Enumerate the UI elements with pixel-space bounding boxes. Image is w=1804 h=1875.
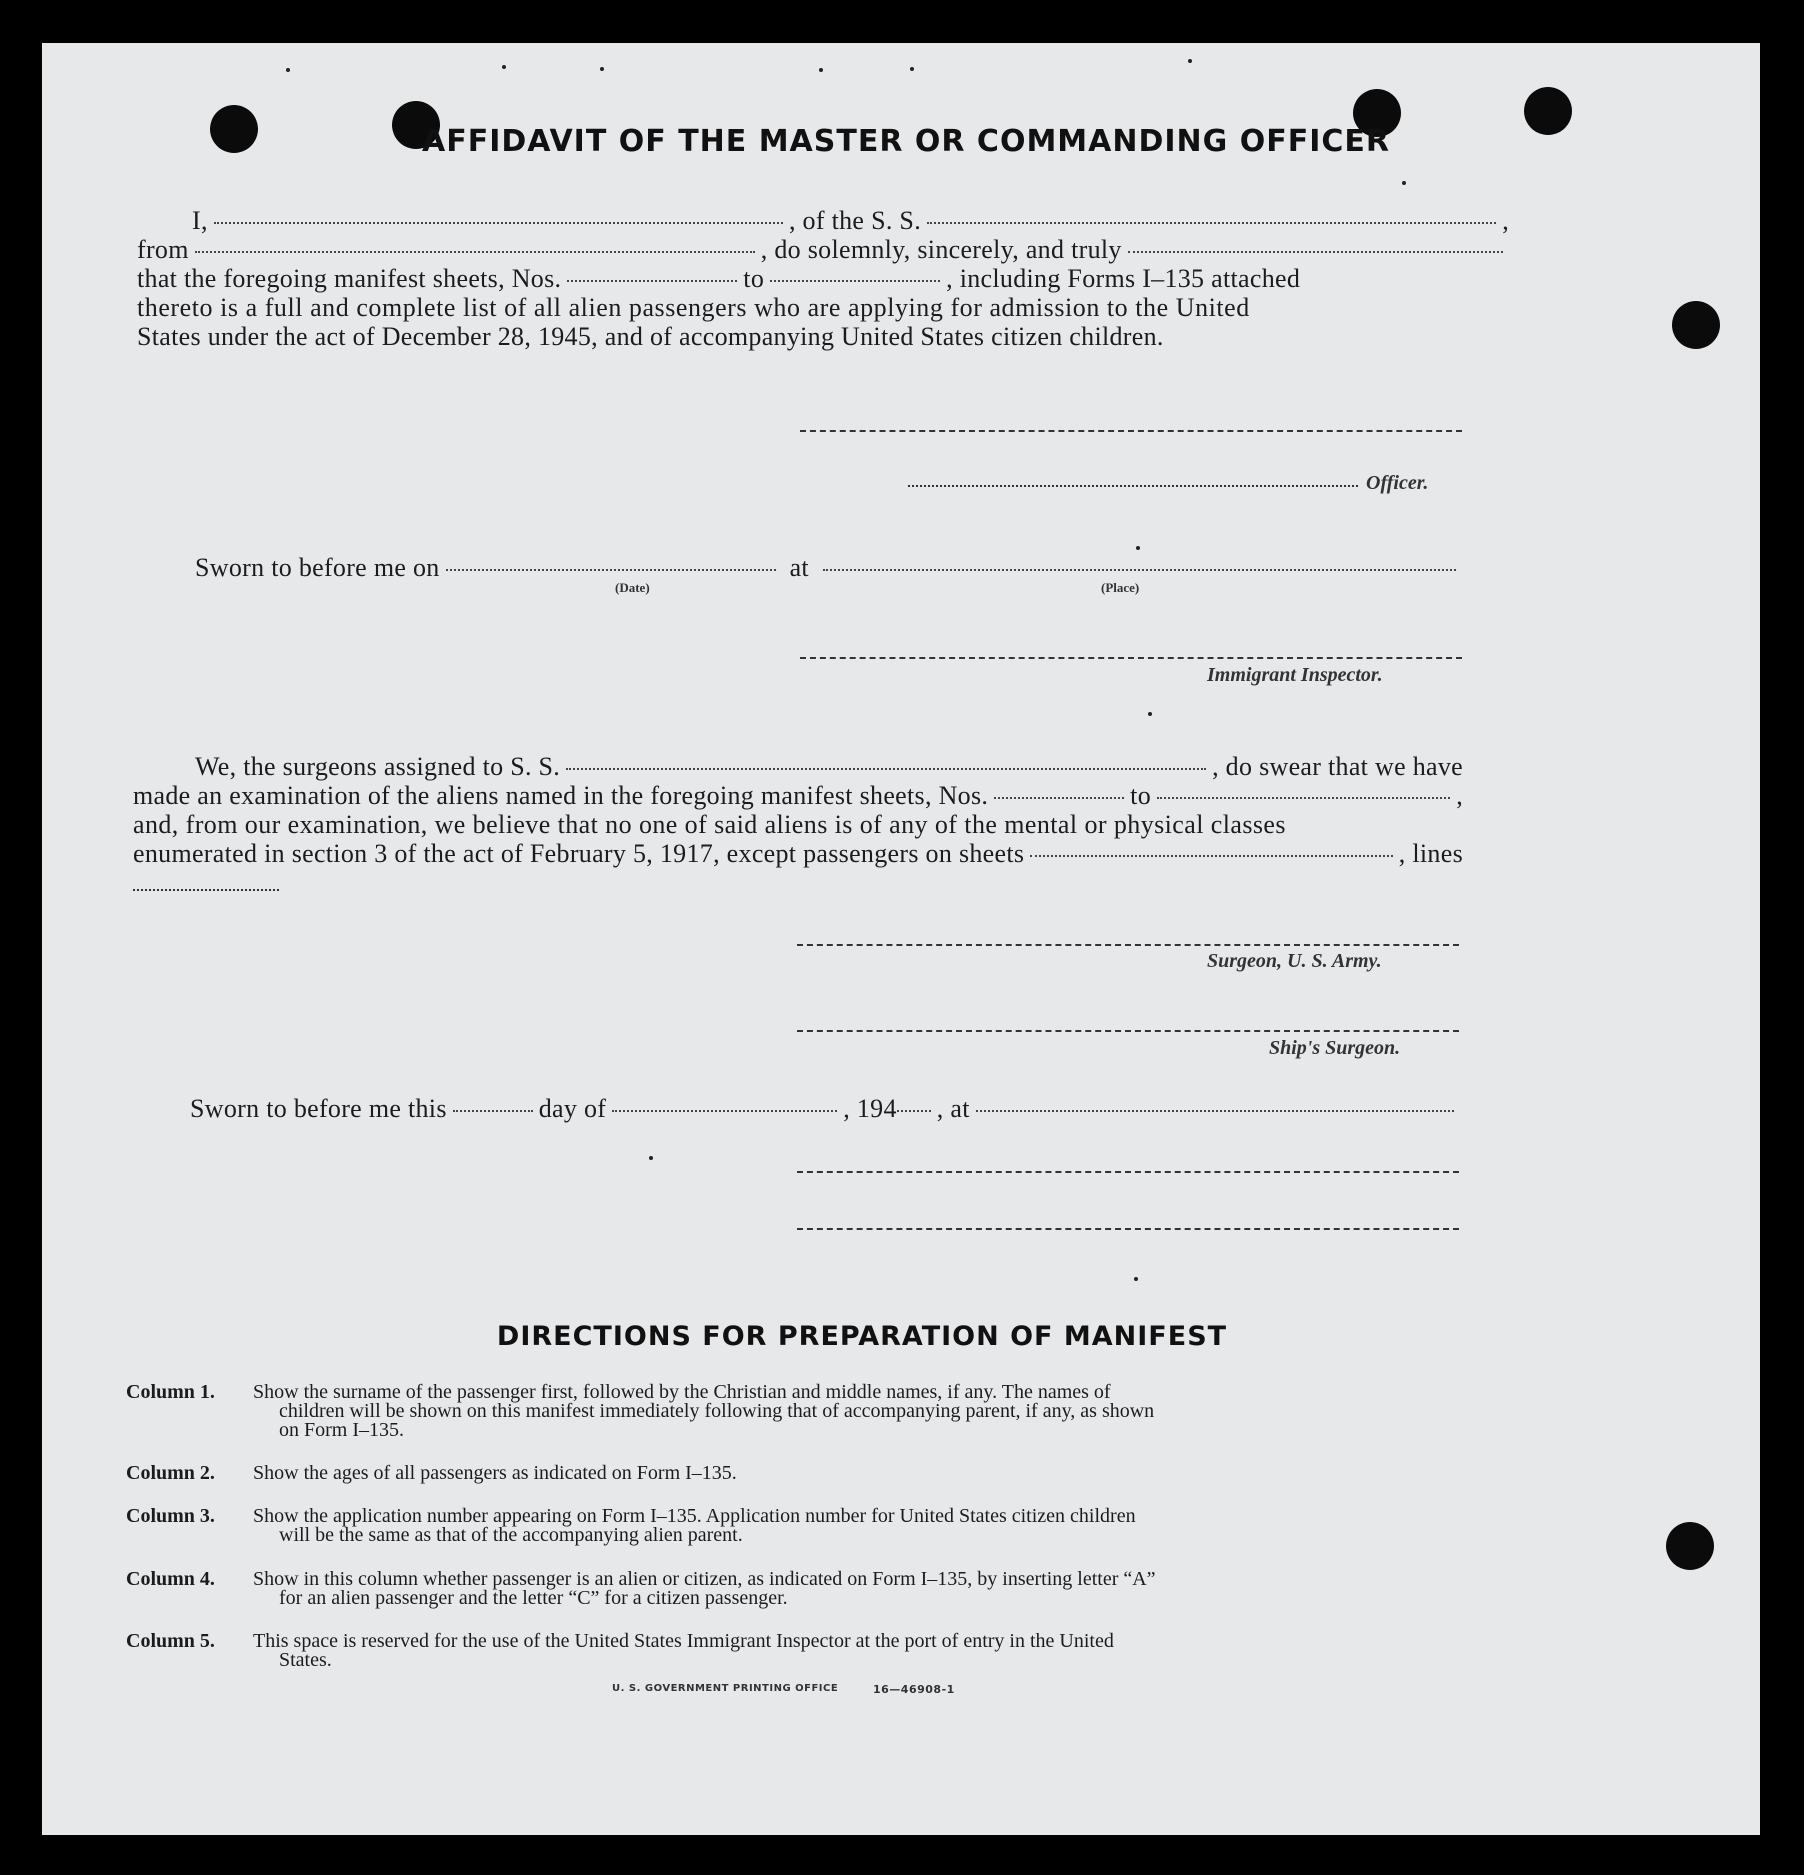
affidavit-title: AFFIDAVIT OF THE MASTER OR COMMANDING OFFICER bbox=[422, 124, 1390, 159]
oath-field[interactable] bbox=[1128, 251, 1503, 253]
officer-title-line[interactable] bbox=[908, 485, 1358, 487]
speck bbox=[1134, 1277, 1138, 1281]
inspector-caption: Immigrant Inspector. bbox=[1207, 664, 1383, 686]
column-label: Column 2. bbox=[126, 1462, 215, 1484]
date-field[interactable] bbox=[446, 569, 776, 571]
text: , at bbox=[936, 1094, 970, 1123]
army-surgeon-signature-line[interactable] bbox=[797, 944, 1459, 946]
month-field[interactable] bbox=[612, 1110, 837, 1112]
direction-text: Show in this column whether passenger is an alien or citizen, as indicated on Form I–135, by inserting letter “A” bbox=[253, 1568, 1156, 1590]
speck bbox=[1188, 59, 1192, 63]
surgeon-ship-field[interactable] bbox=[566, 768, 1206, 770]
text: enumerated in section 3 of the act of February 5, 1917, except passengers on sheets bbox=[133, 839, 1025, 868]
directions-title: DIRECTIONS FOR PREPARATION OF MANIFEST bbox=[496, 1321, 1228, 1352]
text: that the foregoing manifest sheets, Nos. bbox=[137, 264, 562, 293]
text: day of bbox=[538, 1094, 607, 1123]
direction-text: on Form I–135. bbox=[279, 1419, 404, 1441]
speck bbox=[502, 65, 506, 69]
army-surgeon-caption: Surgeon, U. S. Army. bbox=[1207, 950, 1382, 972]
direction-text: for an alien passenger and the letter “C” for a citizen passenger. bbox=[279, 1587, 788, 1609]
speck bbox=[1402, 181, 1406, 185]
speck bbox=[1136, 546, 1140, 550]
lines-field[interactable] bbox=[133, 889, 279, 891]
text: , bbox=[1456, 781, 1463, 810]
column-label: Column 5. bbox=[126, 1630, 215, 1652]
speck bbox=[286, 68, 290, 72]
officer-signature-line[interactable] bbox=[800, 430, 1462, 432]
from-port-field[interactable] bbox=[195, 251, 755, 253]
officer-caption: Officer. bbox=[1366, 472, 1429, 494]
printer-imprint: U. S. GOVERNMENT PRINTING OFFICE bbox=[612, 1683, 839, 1694]
text: to bbox=[1130, 781, 1151, 810]
column-label: Column 3. bbox=[126, 1505, 215, 1527]
text: made an examination of the aliens named in the foregoing manifest sheets, Nos. bbox=[133, 781, 989, 810]
text: , including Forms I–135 attached bbox=[946, 264, 1301, 293]
speck bbox=[819, 68, 823, 72]
column-label: Column 4. bbox=[126, 1568, 215, 1590]
sworn-line-1 bbox=[195, 553, 1462, 582]
year-field[interactable] bbox=[897, 1110, 931, 1112]
speck bbox=[649, 1156, 653, 1160]
direction-text: will be the same as that of the accompanying alien parent. bbox=[279, 1524, 743, 1546]
text: and, from our examination, we believe that no one of said aliens is of any of the mental or physical classes bbox=[133, 810, 1286, 839]
ship-name-field[interactable] bbox=[927, 222, 1496, 224]
punch-hole bbox=[1672, 301, 1720, 349]
master-name-field[interactable] bbox=[214, 222, 783, 224]
text: , bbox=[1502, 206, 1509, 235]
sheet-to-field[interactable] bbox=[770, 280, 940, 282]
text: Sworn to before me this bbox=[190, 1094, 447, 1123]
text: , lines bbox=[1398, 839, 1463, 868]
ship-surgeon-signature-line[interactable] bbox=[797, 1030, 1459, 1032]
text: , do swear that we have bbox=[1212, 752, 1463, 781]
date-caption: (Date) bbox=[615, 580, 650, 595]
direction-text: Show the ages of all passengers as indicated on Form I–135. bbox=[253, 1462, 737, 1484]
place-field[interactable] bbox=[823, 569, 1456, 571]
form-number: 16—46908-1 bbox=[873, 1683, 955, 1696]
punch-hole bbox=[1666, 1522, 1714, 1570]
surgeon-sheet-from-field[interactable] bbox=[994, 797, 1124, 799]
direction-text: children will be shown on this manifest immediately following that of accompanying parent, if any, as shown bbox=[279, 1400, 1155, 1422]
officer-signature-line-2[interactable] bbox=[797, 1171, 1459, 1173]
place-caption: (Place) bbox=[1101, 580, 1140, 595]
sworn-line-2 bbox=[190, 1094, 1460, 1123]
speck bbox=[600, 67, 604, 71]
text: at bbox=[789, 553, 809, 582]
direction-text: Show the surname of the passenger first, followed by the Christian and middle names, if any. The names of bbox=[253, 1381, 1111, 1403]
except-sheets-field[interactable] bbox=[1030, 855, 1392, 857]
text: Sworn to before me on bbox=[195, 553, 440, 582]
document-page bbox=[42, 43, 1760, 1835]
text: from bbox=[137, 235, 189, 264]
text: , of the S. S. bbox=[788, 206, 921, 235]
surgeon-sheet-to-field[interactable] bbox=[1157, 797, 1450, 799]
text: , do solemnly, sincerely, and truly bbox=[760, 235, 1122, 264]
text: to bbox=[743, 264, 765, 293]
day-field[interactable] bbox=[453, 1110, 533, 1112]
ship-surgeon-caption: Ship's Surgeon. bbox=[1269, 1037, 1401, 1059]
text: , 194 bbox=[843, 1094, 897, 1123]
text: We, the surgeons assigned to S. S. bbox=[195, 752, 561, 781]
text: I, bbox=[192, 206, 208, 235]
text: thereto is a full and complete list of all alien passengers who are applying for admission to the United bbox=[137, 293, 1250, 322]
officer-title-line-2[interactable] bbox=[797, 1228, 1459, 1230]
affidavit-paragraph bbox=[137, 206, 1509, 351]
text: States under the act of December 28, 1945, and of accompanying United States citizen children. bbox=[137, 322, 1164, 351]
sworn-place-field[interactable] bbox=[976, 1110, 1454, 1112]
speck bbox=[910, 67, 914, 71]
inspector-signature-line[interactable] bbox=[800, 657, 1462, 659]
surgeons-paragraph bbox=[133, 752, 1463, 868]
sheet-from-field[interactable] bbox=[567, 280, 737, 282]
direction-text: This space is reserved for the use of the United States Immigrant Inspector at the port of entry in the United bbox=[253, 1630, 1114, 1652]
column-label: Column 1. bbox=[126, 1381, 215, 1403]
direction-text: Show the application number appearing on Form I–135. Application number for United States citizen children bbox=[253, 1505, 1136, 1527]
direction-text: States. bbox=[279, 1649, 332, 1671]
speck bbox=[1148, 712, 1152, 716]
